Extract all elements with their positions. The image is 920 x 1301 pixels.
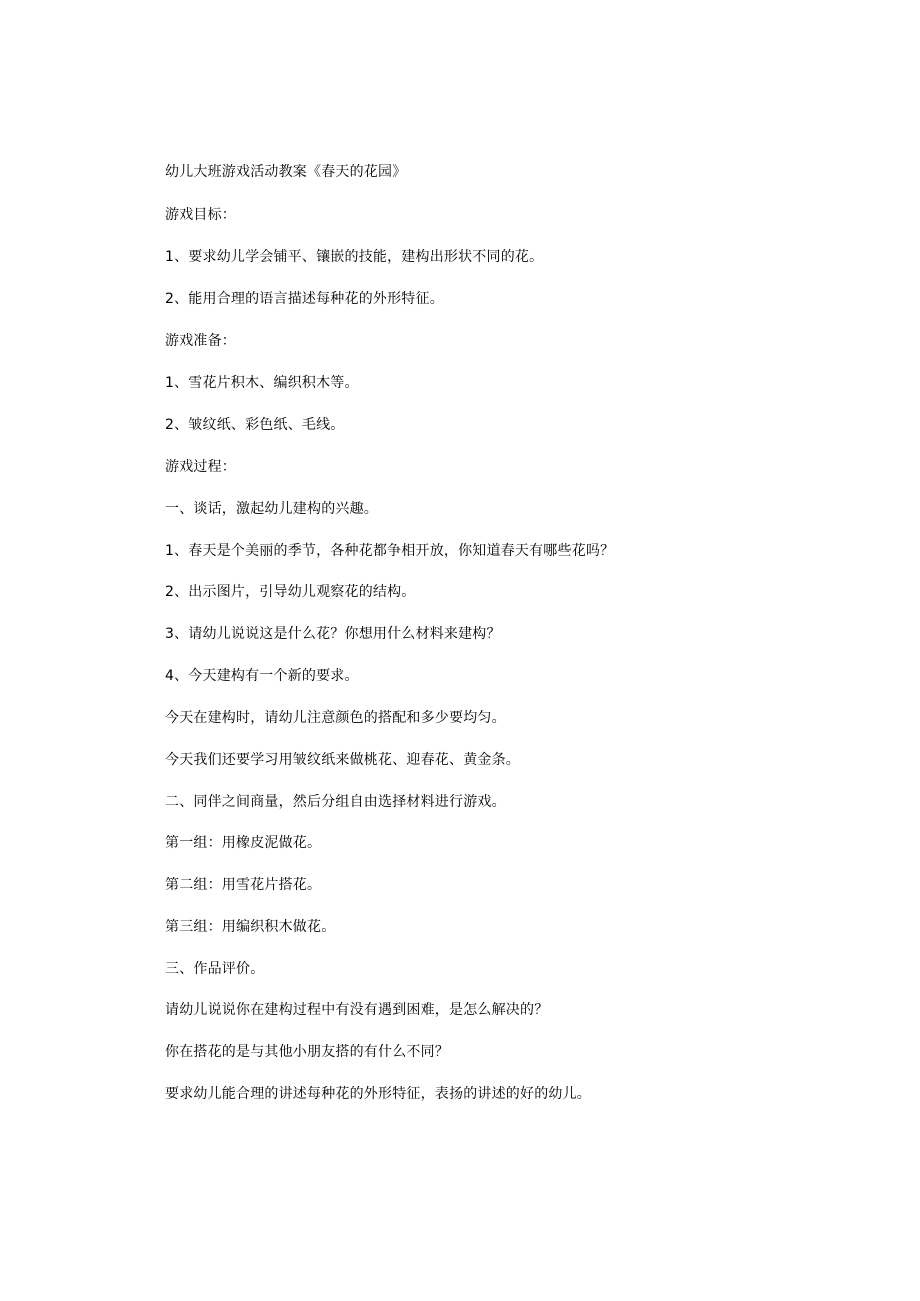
paragraph: 今天我们还要学习用皱纹纸来做桃花、迎春花、黄金条。 — [165, 752, 520, 768]
process-step-1-heading: 一、谈话，激起幼儿建构的兴趣。 — [165, 501, 378, 517]
section-heading-process: 游戏过程： — [165, 459, 236, 475]
process-step-3-heading: 三、作品评价。 — [165, 961, 265, 977]
group-item-3: 第三组：用编织积木做花。 — [165, 919, 336, 935]
section-heading-goals: 游戏目标： — [165, 207, 236, 223]
process-step-1-item-3: 3、请幼儿说说这是什么花？你想用什么材料来建构？ — [165, 626, 501, 642]
document-title: 幼儿大班游戏活动教案《春天的花园》 — [165, 164, 407, 180]
preparation-item-1: 1、雪花片积木、编织积木等。 — [165, 375, 359, 391]
goal-item-2: 2、能用合理的语言描述每种花的外形特征。 — [165, 291, 444, 307]
group-item-1: 第一组：用橡皮泥做花。 — [165, 835, 322, 851]
process-step-1-item-1: 1、春天是个美丽的季节，各种花都争相开放，你知道春天有哪些花吗？ — [165, 543, 615, 559]
goal-item-1: 1、要求幼儿学会铺平、镶嵌的技能，建构出形状不同的花。 — [165, 249, 544, 265]
paragraph: 请幼儿说说你在建构过程中有没有遇到困难，是怎么解决的？ — [165, 1002, 549, 1018]
preparation-item-2: 2、皱纹纸、彩色纸、毛线。 — [165, 417, 345, 433]
paragraph: 今天在建构时，请幼儿注意颜色的搭配和多少要均匀。 — [165, 710, 506, 726]
process-step-1-item-4: 4、今天建构有一个新的要求。 — [165, 668, 359, 684]
paragraph: 你在搭花的是与其他小朋友搭的有什么不同？ — [165, 1044, 449, 1060]
process-step-2-heading: 二、同伴之间商量，然后分组自由选择材料进行游戏。 — [165, 794, 506, 810]
group-item-2: 第二组：用雪花片搭花。 — [165, 877, 322, 893]
process-step-1-item-2: 2、出示图片，引导幼儿观察花的结构。 — [165, 584, 416, 600]
section-heading-preparation: 游戏准备： — [165, 333, 236, 349]
paragraph: 要求幼儿能合理的讲述每种花的外形特征，表扬的讲述的好的幼儿。 — [165, 1086, 591, 1102]
